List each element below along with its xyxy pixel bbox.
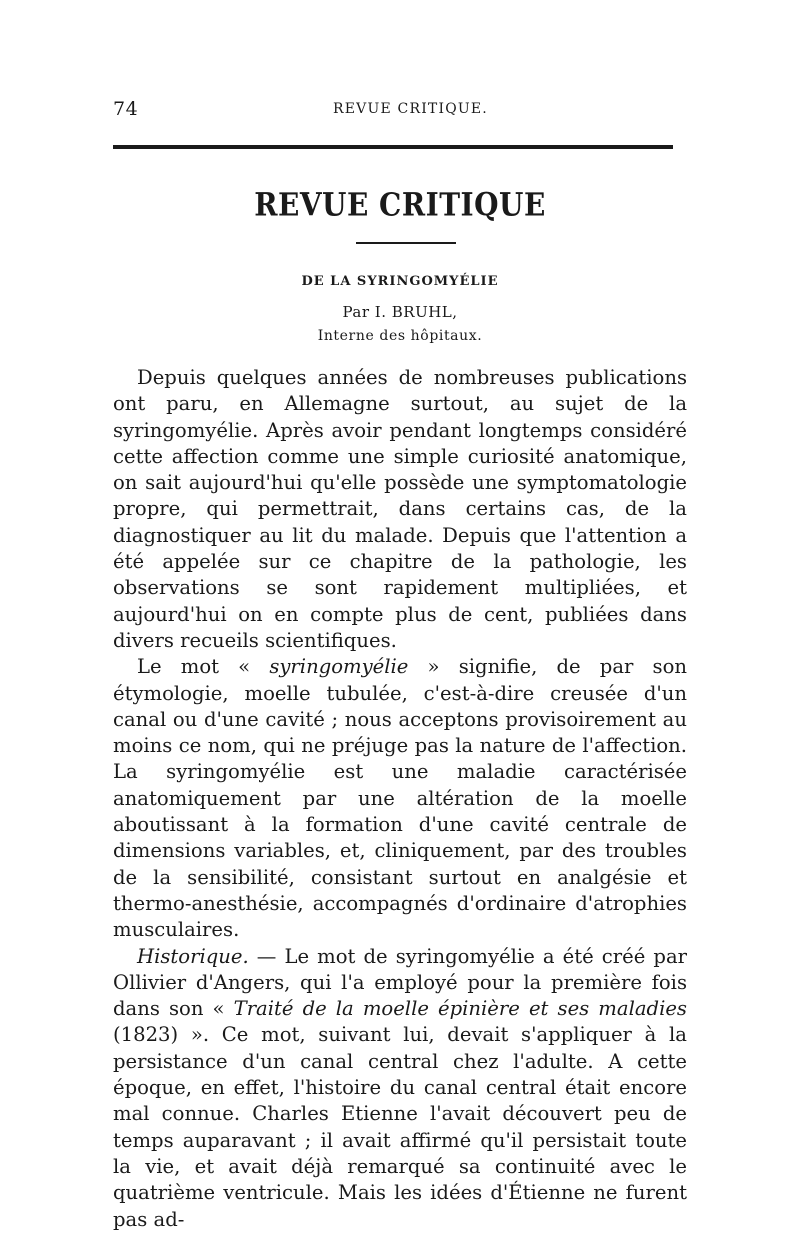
running-head bbox=[113, 98, 683, 122]
article-author: Par I. BRUHL, bbox=[342, 303, 458, 321]
section-heading-historique: Historique. bbox=[137, 944, 249, 968]
paragraph-historique bbox=[113, 944, 687, 1233]
page-number: 74 bbox=[113, 98, 139, 120]
article-body bbox=[113, 365, 687, 1233]
term-syringomyelie: syringomyélie bbox=[269, 655, 409, 679]
title-rule bbox=[356, 242, 456, 244]
paragraph-intro: Depuis quelques années de nombreuses publications ont paru, en Allemagne surtout, au sujet de la syringomyélie. Après avoir pendant longtemps considéré cette affection comme une simple curiosité anatomique, on sait aujourd'hui qu'elle possède une symptomatologie propre, qui permettrait, dans certains cas, de la diagnostiquer au lit du malade. Depuis que l'attention a été appelée sur ce chapitre de la pathologie, les observations se sont rapidement multipliées, et aujourd'hui on en compte plus de cent, publiées dans divers recueils scientifiques. bbox=[113, 366, 687, 652]
author-affiliation: Interne des hôpitaux. bbox=[317, 328, 483, 344]
article-title: REVUE CRITIQUE bbox=[254, 185, 546, 224]
paragraph-definition-text: » signifie, de par son étymologie, moelle tubulée, c'est-à-dire creusée d'un canal ou d'une cavité ; nous acceptons provisoirement au moins ce nom, qui ne préjuge pas la nature de l'affection. La syringomyélie est une maladie caractérisée anatomiquement par une altération de la moelle aboutissant à la formation d'une cavité centrale de dimensions variables, et, cliniquement, par des troubles de la sensibilité, consistant surtout en analgésie et thermo-anesthésie, accompagnés d'ordinaire d'atrophies musculaires. bbox=[113, 655, 687, 942]
header-double-rule bbox=[113, 145, 673, 149]
paragraph-definition bbox=[113, 654, 687, 943]
article-subtitle: DE LA SYRINGOMYÉLIE bbox=[301, 274, 499, 289]
paragraph-definition-lead: Le mot « bbox=[137, 655, 270, 679]
paragraph-historique-text: (1823) ». Ce mot, suivant lui, devait s'appliquer à la persistance d'un canal central chez l'adulte. A cette époque, en effet, l'histoire du canal central était encore mal connue. Charles Etienne l'avait découvert peu de temps auparavant ; il avait affirmé qu'il persistait toute la vie, et avait déjà remarqué sa continuité avec le quatrième ventricule. Mais les idées d'Étienne ne furent pas ad- bbox=[113, 1023, 687, 1231]
running-title: REVUE CRITIQUE. bbox=[333, 101, 488, 117]
paragraph-historique-lead: — Le mot de syringomyélie a été créé par Ollivier d'Angers, qui l'a employé pour la première fois dans son « bbox=[113, 944, 687, 1021]
book-title-citation: Traité de la moelle épinière et ses maladies bbox=[233, 997, 687, 1021]
